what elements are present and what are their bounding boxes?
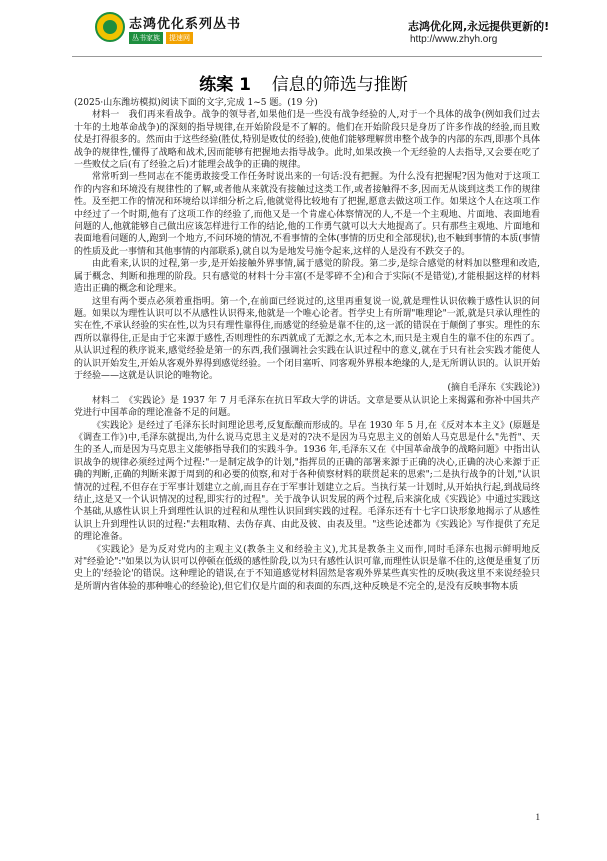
material-1-source: (摘自毛泽东《实践论》) [447, 383, 540, 394]
brand-tag-2: 提速网 [166, 32, 193, 44]
header-divider [72, 56, 542, 57]
material-1-label: 材料一 [92, 110, 120, 121]
title-number: 练案 1 [199, 75, 251, 95]
brand-logo-icon [95, 12, 125, 42]
material-2-para-3: 《实践论》是为反对党内的主观主义(教条主义和经验主义),尤其是教条主义而作,同时毛泽东也揭示鲜明地反对"经验论":"如果以为认识可以停顿在低级的感性阶段,以为只有感性认识可靠,而理性认识是靠不住的,这便是重复了历史上的'经验论'的错误。这种理论的错误,在于不知道感觉材料固然是客观外界某些真实性的反映(我这里不来说经验只是所谓内省体验的那种唯心的经验论),但它们仅是片面的和表面的东西,这种反映是不完全的,是没有反映事物本质 [74, 544, 540, 592]
material-1-para-2: 常常听到一些同志在不能勇敢接受工作任务时说出来的一句话:没有把握。为什么没有把握呢?因为他对于这项工作的内容和环境没有规律性的了解,或者他从来就没有接触过这类工作,或者接触得不多,因而无从谈到这类工作的规律性。及至把工作的情况和环境给以详细分析之后,他就觉得比较地有了把握,愿意去做这项工作。如果这个人在这项工作中经过了一个时期,他有了这项工作的经验了,而他又是一个肯虚心体察情况的人,不是一个主观地、片面地、表面地看问题的人,他就能够自己做出应该怎样进行工作的结论,他的工作勇气就可以大大地提高了。只有那些主观地、片面地和表面地看问题的人,跑到一个地方,不问环境的情况,不看事情的全体(事情的历史和全部现状),也不触到事情的本质(事情的性质及此一事情和其他事情的内部联系),就自以为是地发号施令起来,这样的人是没有不跌交子的。 [74, 172, 540, 257]
material-2-text-1: 《实践论》是 1937 年 7 月毛泽东在抗日军政大学的讲话。文章是要从认识论上来揭露和弥补中国共产党进行中国革命的理论准备不足的问题。 [74, 395, 540, 419]
material-2-para-1 [74, 395, 540, 420]
brand-title: 志鸿优化系列丛书 [129, 17, 242, 32]
header-site-url[interactable]: http://www.zhyh.org [410, 34, 498, 45]
brand-tags [129, 32, 193, 44]
page-header [0, 0, 607, 58]
material-1-para-3: 由此看来,认识的过程,第一步,是开始接触外界事情,属于感觉的阶段。第二步,是综合感觉的材料加以整理和改造,属于概念、判断和推理的阶段。只有感觉的材料十分丰富(不是零碎不全)和合于实际(不是错觉),才能根据这样的材料造出正确的概念和论理来。 [74, 259, 540, 295]
page-number: 1 [535, 812, 540, 822]
brand-tag-1: 丛书家族 [129, 32, 163, 44]
material-1-para-1 [74, 109, 540, 171]
title-text: 信息的筛选与推断 [271, 75, 408, 95]
material-1-para-4: 这里有两个要点必须着重指明。第一个,在前面已经说过的,这里再重复说一说,就是理性认识依赖于感性认识的问题。如果以为理性认识可以不从感性认识得来,他就是一个唯心论者。哲学史上有所谓"唯理论"一派,就是只承认理性的实在性,不承认经验的实在性,以为只有理性靠得住,而感觉的经验是靠不住的,这一派的错误在于颠倒了事实。理性的东西所以靠得住,正是由于它来源于感性,否则理性的东西就成了无源之水,无本之木,而只是主观自生的靠不住的东西了。从认识过程的秩序说来,感觉经验是第一的东西,我们强调社会实践在认识过程中的意义,就在于只有社会实践才能使人的认识开始发生,开始从客观外界得到感觉经验。一个闭目塞听、同客观外界根本绝缘的人,是无所谓认识的。认识开始于经验——这就是认识论的唯物论。 [74, 296, 540, 381]
document-body [74, 97, 540, 593]
material-2-label: 材料二 [92, 395, 120, 406]
page-title [0, 70, 607, 95]
material-1-text-1: 我们再来看战争。战争的领导者,如果他们是一些没有战争经验的人,对于一个具体的战争(例如我们过去十年的土地革命战争)的深刻的指导规律,在开始阶段是不了解的。他们在开始阶段只是身历了许多作战的经验,而且败仗是打得很多的。然而由于这些经验(胜仗,特别是败仗的经验),使他们能够理解贯串整个战争的内部的东西,即那个具体战争的规律性,懂得了战略和战术,因而能够有把握地去指导战争。此时,如果改换一个无经验的人去指导,又会要在吃了一些败仗之后(有了经验之后)才能理会战争的正确的规律。 [74, 110, 540, 171]
question-intro: (2025·山东潍坊模拟)阅读下面的文字,完成 1~5 题。(19 分) [74, 98, 318, 108]
header-slogan: 志鸿优化网,永远提供更新的! [408, 20, 550, 33]
material-2-para-2: 《实践论》是经过了毛泽东长时间理论思考,反复酝酿而形成的。早在 1930 年 5 月,在《反对本本主义》(原题是《调查工作》)中,毛泽东就提出,为什么说马克思主义是对的?决不是因为马克思主义的创始人马克思是什么"先哲"、天生的圣人,而是因为马克思主义能够指导我们的实践斗争。1936 年,毛泽东又在《中国革命战争的战略问题》中指出认识战争的规律必须经过两个过程:"一是制定战争的计划,"指挥员的正确的部署来源于正确的决心,正确的决心来源于正确的判断,正确的判断来源于周到的和必要的侦察,和对于各种侦察材料的联贯起来的思索";二是执行战争的计划,"认识情况的过程,不但存在于军事计划建立之前,而且存在于军事计划建立之后。当执行某一计划时,从开始执行起,到战局终结止,这是又一个认识情况的过程,即实行的过程"。关于战争认识发展的两个过程,后来演化成《实践论》中通过实践这个基础,从感性认识上升到理性认识的过程和从理性认识回到实践的过程。毛泽东还有十七字口诀形象地揭示了从感性认识上升到理性认识的过程:"去粗取精、去伪存真、由此及彼、由表及里。"这些论述都为《实践论》写作提供了充足的理论准备。 [74, 420, 540, 543]
